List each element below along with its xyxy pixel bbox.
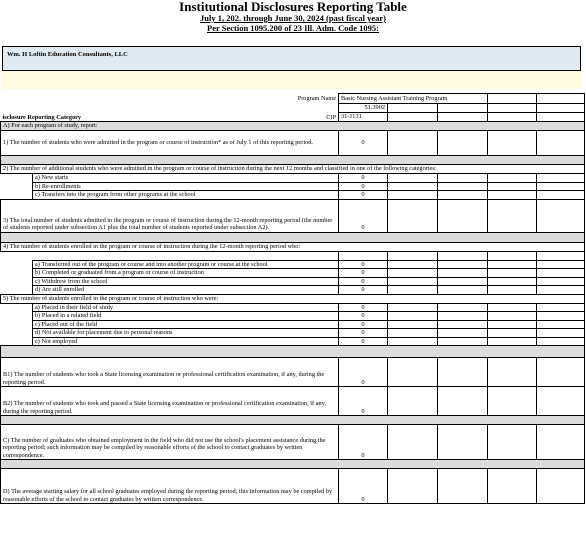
b1-value[interactable]: 0 xyxy=(339,358,388,387)
section-a-header xyxy=(1,122,585,131)
b2-c4[interactable] xyxy=(488,387,537,416)
a5c-c4[interactable] xyxy=(488,320,537,329)
a5a-c2[interactable] xyxy=(388,303,438,312)
a2c-c5[interactable] xyxy=(537,191,585,200)
row-a5d xyxy=(1,329,585,338)
a4d-c4[interactable] xyxy=(488,286,537,295)
a5c-c3[interactable] xyxy=(438,320,488,329)
a4c-c3[interactable] xyxy=(438,277,488,286)
a2c-c2[interactable] xyxy=(388,191,438,200)
cip-cell-2[interactable] xyxy=(388,104,438,113)
row-a3 xyxy=(1,199,585,232)
a5b-c4[interactable] xyxy=(488,312,537,321)
report-section: Per Section 1095.200 of 23 Ill. Adm. Code 1095: xyxy=(207,23,379,33)
a5c-c2[interactable] xyxy=(388,320,438,329)
row-a2b xyxy=(1,182,585,191)
a4d-value[interactable]: 0 xyxy=(339,286,388,295)
soc-cell-4[interactable] xyxy=(488,113,537,122)
a5d-c5[interactable] xyxy=(537,329,585,338)
a4a-value[interactable]: 0 xyxy=(339,260,388,269)
a5e-label: e) Not employed xyxy=(33,337,339,346)
a4d-c3[interactable] xyxy=(438,286,488,295)
a5e-c4[interactable] xyxy=(488,337,537,346)
a3-value[interactable]: 0 xyxy=(339,199,388,232)
a5a-c3[interactable] xyxy=(438,303,488,312)
spacer xyxy=(1,156,585,165)
a5a-c4[interactable] xyxy=(488,303,537,312)
row-a2a xyxy=(1,174,585,183)
row-a4c xyxy=(1,277,585,286)
section-a-label: A) For each program of study, report: xyxy=(1,122,585,131)
b1-c2[interactable] xyxy=(388,358,438,387)
spacer xyxy=(1,251,585,260)
report-period: July 1, 202. through June 30, 2024 (past fiscal year) xyxy=(200,13,386,23)
soc-value[interactable]: 31-1131 xyxy=(339,113,388,122)
cip-label: CIP xyxy=(326,113,336,121)
d-c3[interactable] xyxy=(438,469,488,504)
b2-c3[interactable] xyxy=(438,387,488,416)
a5b-c3[interactable] xyxy=(438,312,488,321)
a4a-c2[interactable] xyxy=(388,260,438,269)
b1-c4[interactable] xyxy=(488,358,537,387)
row-c xyxy=(1,425,585,460)
a1-cell-2[interactable] xyxy=(388,131,438,156)
b1-label: B1) The number of students who took a State licensing examination or professional certification examination, if any, during the reporting period. xyxy=(1,358,339,387)
row-a4b xyxy=(1,269,585,278)
c-label: C) The number of graduates who obtained employment in the field who did not use the school's placement assistance during the reporting period; such information may be compiled by reasonable efforts of the school to contact graduates by written correspondence. xyxy=(1,425,339,460)
organization-name-box xyxy=(2,46,581,71)
a5d-label: d) Not available for placement due to personal reasons xyxy=(33,329,339,338)
a5c-c5[interactable] xyxy=(537,320,585,329)
a2a-c5[interactable] xyxy=(537,174,585,183)
a2b-value[interactable]: 0 xyxy=(339,182,388,191)
program-name-value[interactable]: Basic Nursing Assistant Training Program xyxy=(339,94,488,104)
row-b1 xyxy=(1,358,585,387)
a2a-label: a) New starts xyxy=(33,174,339,183)
row-a5b xyxy=(1,312,585,321)
a4d-label: d) Are still enrolled xyxy=(33,286,339,295)
row-a2c xyxy=(1,191,585,200)
b2-label: B2) The number of students who took and passed a State licensing examination or professional certification examination, if any, during the reporting period. xyxy=(1,387,339,416)
program-name-label: Program Name xyxy=(297,94,336,102)
highlight-band xyxy=(2,71,581,89)
a4b-label: b) Completed or graduated from a program or course of instruction xyxy=(33,269,339,278)
a5a-label: a) Placed in their field of study xyxy=(33,303,339,312)
a1-cell-4[interactable] xyxy=(488,131,537,156)
a5b-value[interactable]: 0 xyxy=(339,312,388,321)
a4c-c2[interactable] xyxy=(388,277,438,286)
a5d-value[interactable]: 0 xyxy=(339,329,388,338)
a5c-label: c) Placed out of the field xyxy=(33,320,339,329)
a5c-value[interactable]: 0 xyxy=(339,320,388,329)
disclosure-table xyxy=(0,93,585,504)
row-a4d xyxy=(1,286,585,295)
row-a4a xyxy=(1,260,585,269)
a5a-c5[interactable] xyxy=(537,303,585,312)
cip-row xyxy=(1,104,585,113)
d-c5[interactable] xyxy=(537,469,585,504)
c-c3[interactable] xyxy=(438,425,488,460)
a2b-c4[interactable] xyxy=(488,182,537,191)
c-c4[interactable] xyxy=(488,425,537,460)
a3-label: 3) The total number of students admitted in the program or course of instruction during the 12-month reporting period (the number of students reported under subsection A1 plus the total number of students reported under subsection A2). xyxy=(1,199,339,232)
a1-cell-5[interactable] xyxy=(537,131,585,156)
b2-value[interactable]: 0 xyxy=(339,387,388,416)
cip-cell-3[interactable] xyxy=(438,104,488,113)
a3-c4[interactable] xyxy=(488,199,537,232)
a5d-c4[interactable] xyxy=(488,329,537,338)
category-label: isclosure Reporting Category xyxy=(2,113,82,121)
a2b-c5[interactable] xyxy=(537,182,585,191)
a1-label: 1) The number of students who were admitted in the program or course of instruction* as of July 1 of this reporting period. xyxy=(1,131,339,156)
d-c2[interactable] xyxy=(388,469,438,504)
row-a5-header xyxy=(1,294,585,303)
b1-c5[interactable] xyxy=(537,358,585,387)
program-name-row xyxy=(1,94,585,104)
a4b-c5[interactable] xyxy=(537,269,585,278)
spacer xyxy=(1,232,585,242)
c-c5[interactable] xyxy=(537,425,585,460)
a5e-c5[interactable] xyxy=(537,337,585,346)
a5d-c3[interactable] xyxy=(438,329,488,338)
a3-c2[interactable] xyxy=(388,199,438,232)
spacer xyxy=(1,460,585,469)
a4a-c3[interactable] xyxy=(438,260,488,269)
a4a-c5[interactable] xyxy=(537,260,585,269)
organization-name: Wm. H Loftin Education Consultants, LLC xyxy=(7,51,128,58)
a4d-c2[interactable] xyxy=(388,286,438,295)
cip-cell-5[interactable] xyxy=(537,104,585,113)
a3-c3[interactable] xyxy=(438,199,488,232)
a2c-c4[interactable] xyxy=(488,191,537,200)
a1-value[interactable]: 0 xyxy=(339,131,388,156)
b2-c2[interactable] xyxy=(388,387,438,416)
spacer xyxy=(1,416,585,425)
a4c-c5[interactable] xyxy=(537,277,585,286)
d-label: D) The average starting salary for all school graduates employed during the reporting period; this information may be compiled by reasonable efforts of the school to contact graduates by written correspondence. xyxy=(1,469,339,504)
a4c-label: c) Withdrew from the school xyxy=(33,277,339,286)
d-value[interactable]: 0 xyxy=(339,469,388,504)
row-a5c xyxy=(1,320,585,329)
a4d-c5[interactable] xyxy=(537,286,585,295)
row-a5a xyxy=(1,303,585,312)
program-name-cell-2[interactable] xyxy=(488,94,537,104)
report-header xyxy=(0,0,586,33)
a2-label: 2) The number of additional students who were admitted in the program or course of instruction during the next 12 months and classified in one of the following categories: xyxy=(1,165,585,174)
a3-c5[interactable] xyxy=(537,199,585,232)
a2b-c3[interactable] xyxy=(438,182,488,191)
a4b-value[interactable]: 0 xyxy=(339,269,388,278)
a2a-value[interactable]: 0 xyxy=(339,174,388,183)
a5d-c2[interactable] xyxy=(388,329,438,338)
a5a-value[interactable]: 0 xyxy=(339,303,388,312)
cip-value[interactable]: 51.3902 xyxy=(339,104,388,113)
row-b2 xyxy=(1,387,585,416)
a5-label: 5) The number of students enrolled in the program or course of instruction who were: xyxy=(1,294,585,303)
c-c2[interactable] xyxy=(388,425,438,460)
a2c-label: c) Transfers into the program from other programs at the school xyxy=(33,191,339,200)
c-value[interactable]: 0 xyxy=(339,425,388,460)
a2a-c3[interactable] xyxy=(438,174,488,183)
soc-cell-2[interactable] xyxy=(388,113,438,122)
a5b-label: b) Placed in a related field xyxy=(33,312,339,321)
row-a5e xyxy=(1,337,585,346)
a1-cell-3[interactable] xyxy=(438,131,488,156)
d-c4[interactable] xyxy=(488,469,537,504)
a4a-c4[interactable] xyxy=(488,260,537,269)
a5e-c2[interactable] xyxy=(388,337,438,346)
row-a2-header xyxy=(1,165,585,174)
a2b-label: b) Re-enrollments xyxy=(33,182,339,191)
a5e-c3[interactable] xyxy=(438,337,488,346)
a4c-c4[interactable] xyxy=(488,277,537,286)
soc-cell-5[interactable] xyxy=(537,113,585,122)
row-d xyxy=(1,469,585,504)
report-title: Institutional Disclosures Reporting Table xyxy=(179,0,407,14)
a4b-c3[interactable] xyxy=(438,269,488,278)
a5b-c2[interactable] xyxy=(388,312,438,321)
a2c-c3[interactable] xyxy=(438,191,488,200)
a4-label: 4) The number of students enrolled in the program or course of instruction during the 12-month reporting period who: xyxy=(1,242,585,251)
a4c-value[interactable]: 0 xyxy=(339,277,388,286)
row-a4-header xyxy=(1,242,585,251)
a5b-c5[interactable] xyxy=(537,312,585,321)
a5e-value[interactable]: 0 xyxy=(339,337,388,346)
row-a1 xyxy=(1,131,585,156)
a2a-c4[interactable] xyxy=(488,174,537,183)
b1-c3[interactable] xyxy=(438,358,488,387)
a2a-c2[interactable] xyxy=(388,174,438,183)
spacer xyxy=(1,346,585,358)
cip-cell-4[interactable] xyxy=(488,104,537,113)
a2b-c2[interactable] xyxy=(388,182,438,191)
a4b-c2[interactable] xyxy=(388,269,438,278)
program-name-cell-3[interactable] xyxy=(537,94,585,104)
b2-c5[interactable] xyxy=(537,387,585,416)
a4b-c4[interactable] xyxy=(488,269,537,278)
a2c-value[interactable]: 0 xyxy=(339,191,388,200)
a4a-label: a) Transferred out of the program or course and into another program or course at the school xyxy=(33,260,339,269)
soc-cell-3[interactable] xyxy=(438,113,488,122)
